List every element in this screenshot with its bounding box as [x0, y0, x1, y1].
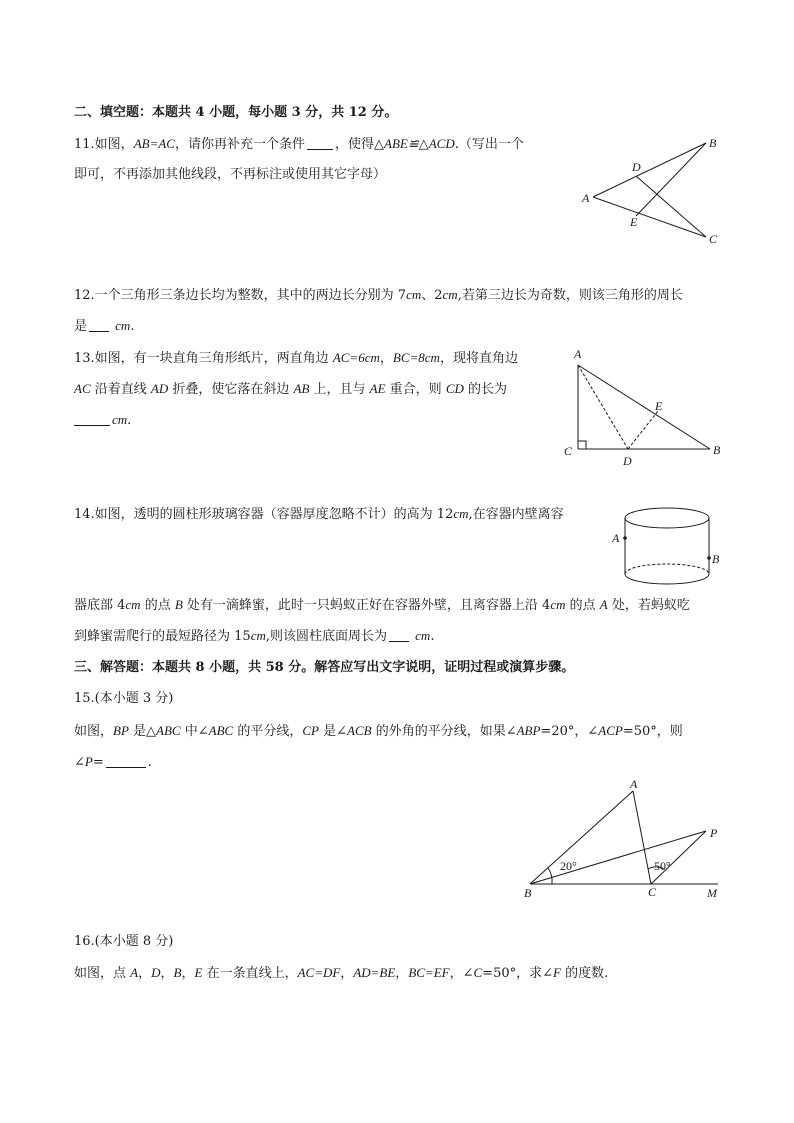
- q15-label-p: P: [710, 826, 718, 840]
- q16-title: 16.(本小题 8 分): [74, 934, 174, 949]
- q14-label-a: A: [612, 531, 620, 545]
- q11-line2: 即可，不再添加其他线段，不再标注或使用其它字母）: [74, 167, 387, 182]
- q13-figure: [560, 345, 730, 468]
- q15-label-a: A: [630, 777, 638, 791]
- q15-label-b: B: [524, 886, 532, 900]
- q11-answer-blank[interactable]: [307, 136, 333, 150]
- q13-line1: 13.如图，有一块直角三角形纸片，两直角边 AC=6cm，BC=8cm，现将直角边: [74, 350, 518, 366]
- q15-figure: [518, 776, 728, 906]
- q11-label-b: B: [709, 136, 717, 150]
- q11-label-a: A: [582, 191, 590, 205]
- q13-answer-blank[interactable]: [74, 412, 110, 426]
- q13-label-c: C: [564, 444, 573, 458]
- q11-figure: [580, 136, 720, 248]
- q12-answer-blank[interactable]: [89, 318, 109, 332]
- q15-line2: ∠P= .: [74, 754, 152, 770]
- q12-line1: 12.一个三角形三条边长均为整数，其中的两边长分别为 7cm、2cm,若第三边长为奇数，则该三角形的周长: [74, 287, 683, 303]
- section-heading-fill-blank: 二、填空题：本题共 4 小题，每小题 3 分，共 12 分。: [74, 105, 398, 120]
- q15-label-m: M: [707, 886, 717, 900]
- q14-answer-blank[interactable]: [389, 628, 409, 642]
- q13-label-d: D: [623, 454, 632, 468]
- q16-line1: 如图，点 A，D，B，E 在一条直线上，AC=DF，AD=BE，BC=EF，∠C=50°，求∠F 的度数.: [74, 965, 609, 981]
- q15-label-c: C: [648, 885, 657, 899]
- q15-title: 15.(本小题 3 分): [74, 691, 174, 706]
- q11-label-e: E: [630, 215, 638, 229]
- q11-label-c: C: [709, 232, 718, 246]
- q14-label-b: B: [712, 552, 720, 566]
- q13-line2: AC 沿着直线 AD 折叠，使它落在斜边 AB 上，且与 AE 重合，则 CD 的长为: [74, 381, 508, 397]
- q13-label-b: B: [713, 443, 721, 457]
- q11-line1: 11.如图，AB=AC，请你再补充一个条件 ，使得△ABE≌△ACD.（写出一个: [74, 136, 524, 152]
- q15-line1: 如图，BP 是△ABC 中∠ABC 的平分线，CP 是∠ACB 的外角的平分线，如果∠ABP=20°，∠ACP=50°，则: [74, 723, 683, 739]
- section-heading-solve: 三、解答题：本题共 8 小题，共 58 分。解答应写出文字说明，证明过程或演算步骤。: [74, 660, 575, 675]
- q15-answer-blank[interactable]: [106, 754, 146, 768]
- q12-line2: 是 cm.: [74, 318, 135, 334]
- q14-cylinder-figure: [608, 500, 728, 590]
- q13-line3: cm.: [74, 411, 131, 430]
- q14-line1: 14.如图，透明的圆柱形玻璃容器（容器厚度忽略不计）的高为 12cm,在容器内壁离容: [74, 506, 564, 522]
- q11-label-d: D: [632, 160, 641, 174]
- q14-line2: 器底部 4cm 的点 B 处有一滴蜂蜜，此时一只蚂蚁正好在容器外壁，且离容器上沿 4cm 的点 A 处，若蚂蚁吃: [74, 597, 690, 613]
- q14-line3: 到蜂蜜需爬行的最短路径为 15cm,则该圆柱底面周长为 cm.: [74, 628, 435, 644]
- q15-angle-20: 20°: [560, 859, 577, 873]
- q15-angle-50: 50°: [654, 859, 671, 873]
- q13-label-e: E: [655, 399, 663, 413]
- q13-label-a: A: [574, 347, 582, 361]
